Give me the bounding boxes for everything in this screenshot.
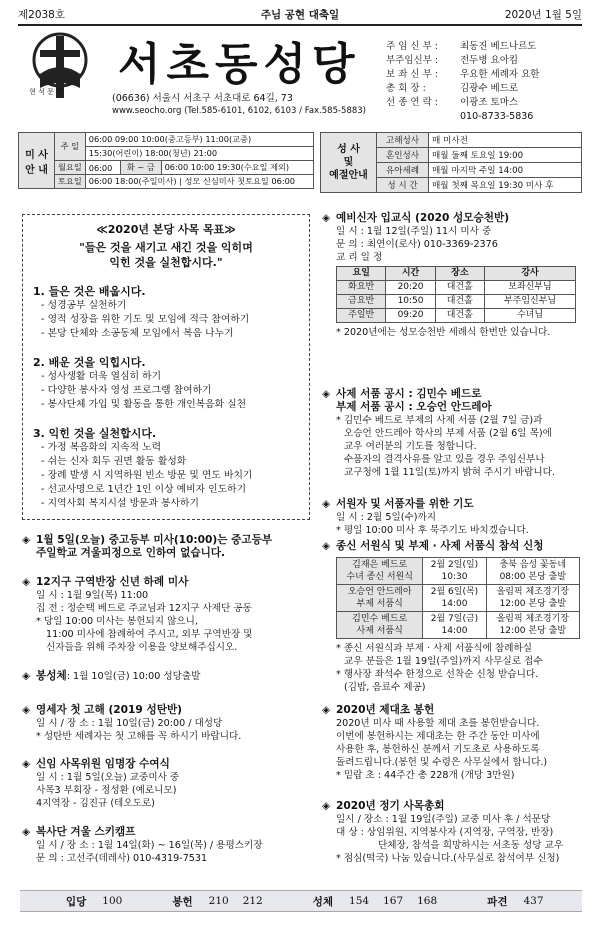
notice-line: 11:00 미사에 참례하여 주시고, 외부 구역반장 및 [46, 629, 253, 640]
table-cell: 20:20 [386, 281, 435, 295]
table-cell: 부주임신부님 [485, 295, 576, 309]
bullet-icon: ◈ [22, 670, 31, 682]
hymn-numbers-bar [20, 890, 582, 912]
staff-row [386, 96, 586, 110]
notice-title: 주일학교 겨울피정으로 인하여 없습니다. [36, 547, 226, 559]
staff-role: 보 좌 신 부 : [386, 69, 438, 80]
table-row [337, 295, 576, 309]
table-row [337, 558, 580, 585]
staff-list [386, 40, 586, 124]
notice-line: 오승언 안드레아 학사의 부제 서품 (2월 6일 목)에 [344, 428, 552, 439]
table-header: 장소 [435, 267, 484, 281]
bullet-icon: ◈ [22, 534, 31, 546]
sacrament-header: 성 사 및 예절안내 [321, 133, 377, 193]
notice-title: 2020년 정기 사목총회 [336, 800, 445, 812]
pastoral-goals-box [22, 214, 310, 520]
cell-line: 08:00 본당 출발 [499, 572, 567, 582]
table-cell: 화요반 [337, 281, 386, 295]
notice-line: 교구청에 1월 11일(토)까지 밝혀 주시기 바랍니다. [344, 467, 555, 478]
bullet-icon: ◈ [322, 388, 331, 400]
notice-title: 봉성체 [36, 670, 67, 682]
staff-role: 부주임신부 : [386, 55, 439, 66]
notice-title: 부제 서품 공시 : 오승언 안드레아 [336, 401, 492, 413]
notice-district-mass [22, 576, 312, 654]
staff-role: 선 종 연 락 : [386, 97, 438, 108]
table-cell: 09:20 [386, 309, 435, 323]
sacrament-table [320, 132, 582, 193]
notice-pastoral-assembly [322, 800, 584, 865]
notice-title: 예비신자 입교식 (2020 성모승천반) [336, 212, 510, 224]
goal-item: - 가정 복음화의 지속적 노력 [41, 442, 162, 453]
goal-item: - 본당 단체와 소공동체 모임에서 복음 나누기 [41, 328, 234, 339]
recessional-label: 파견 [487, 895, 508, 908]
ordination-table [336, 557, 580, 639]
notice-ski-camp [22, 826, 312, 865]
notice-title: 영세자 첫 고해 (2019 성탄반) [36, 704, 183, 716]
sacrament-time: 매월 둘째 토요일 19:00 [429, 148, 582, 163]
notice-line: * 밑랍 초 : 44주간 총 228개 (개당 3만원) [336, 770, 515, 781]
table-cell: 10:50 [386, 295, 435, 309]
goal-item: - 지역사회 복지시설 방문과 봉사하기 [41, 498, 199, 509]
notice-title: 신임 사목위원 임명장 수여식 [36, 758, 170, 770]
top-bar [18, 6, 582, 22]
cell-line: 10:30 [441, 572, 468, 582]
staff-row [386, 54, 586, 68]
staff-name: 이광조 토마스 [460, 97, 519, 108]
table-row [337, 585, 580, 612]
notice-line: 대 상 : 상임위원, 지역봉사자 (지역장, 구역장, 반장) [336, 827, 554, 838]
sunday-times-1: 06:00 09:00 10:00(중고등부) 11:00(교중) [85, 133, 313, 147]
monday-times: 06:00 [85, 161, 120, 175]
notice-title: 서원자 및 서품자를 위한 기도 [336, 498, 474, 510]
notice-appointment [22, 758, 312, 810]
catechism-table [336, 266, 576, 323]
notice-line: 수품자의 결격사유를 알고 있을 경우 주임신부나 [344, 454, 545, 465]
communion-hymn: 167 [383, 895, 404, 907]
table-header: 강사 [485, 267, 576, 281]
cell-line: 부제 서품식 [356, 599, 403, 609]
sacrament-kind: 고해성사 [377, 133, 429, 148]
notice-line: 일시 / 장소 : 1월 19일(주일) 교중 미사 후 / 석문당 [336, 814, 551, 825]
notice-line: * 행사장 좌석수 한정으로 선착순 신청 받습니다. [336, 669, 539, 680]
table-cell: 대건홀 [435, 295, 484, 309]
notice-line: 교우 분들은 1월 19일(주일)까지 사무실로 접수 [344, 656, 543, 667]
feast-name: 주님 공현 대축일 [260, 8, 340, 21]
offertory-label: 봉헌 [172, 895, 193, 908]
issue-number: 제2038호 [18, 8, 66, 21]
staff-name: 우요한 세례자 요한 [460, 69, 540, 80]
staff-row [386, 40, 586, 54]
notice-line: 집 전 : 정순택 베드로 주교님과 12지구 사제단 공동 [36, 603, 252, 614]
notice-line: * 성탄반 세례자는 첫 고해를 꼭 하시기 바랍니다. [36, 731, 242, 742]
table-cell [423, 558, 486, 585]
goal-item: - 선교사명으로 1년간 1인 이상 예비자 인도하기 [41, 484, 247, 495]
cell-line: 김재은 베드로 [352, 560, 408, 570]
table-cell [486, 558, 579, 585]
notice-title: 종신 서원식 및 부제 · 사제 서품식 참석 신청 [336, 540, 544, 552]
cell-line: 사제 서품식 [356, 626, 403, 636]
cell-line: 김민수 베드로 [352, 614, 408, 624]
notice-line: : 1월 10일(금) 10:00 성당출발 [66, 671, 201, 682]
notice-line: 4지역장 - 김진규 (테오도로) [36, 798, 155, 809]
table-cell: 수녀님 [485, 309, 576, 323]
goals-quote-2: 익힌 것을 실천합시다." [109, 256, 223, 269]
notice-title: 2020년 제대초 봉헌 [336, 704, 435, 716]
goal-item: - 영적 성장을 위한 기도 및 모임에 적극 참여하기 [41, 314, 250, 325]
goal-item: - 다양한 봉사자 영성 프로그램 참여하기 [41, 385, 212, 396]
goal-section-title: 2. 배운 것을 익힙시다. [33, 356, 146, 369]
bullet-icon: ◈ [22, 826, 31, 838]
notice-line: * 평일 10:00 미사 후 묵주기도 바치겠습니다. [336, 525, 529, 536]
cell-line: 올림픽 체조경기장 [496, 587, 569, 597]
notice-altar-candle [322, 704, 584, 782]
notice-catechumen [322, 212, 584, 339]
sunday-times-2: 15:30(어린이) 18:00(청년) 21:00 [85, 147, 313, 161]
notice-communion [22, 670, 312, 683]
notice-line: 문 의 : 최연이(로사) 010-3369-2376 [336, 239, 498, 250]
goal-section-title: 3. 익힌 것을 실천합시다. [33, 427, 157, 440]
goal-item: - 쉬는 신자 회두 권면 활동 활성화 [41, 456, 187, 467]
bullet-icon: ◈ [322, 800, 331, 812]
cell-line: 수녀 종신 서원식 [346, 572, 413, 582]
cell-line: 14:00 [441, 626, 468, 636]
cell-line: 오승언 안드레아 [347, 587, 412, 597]
sunday-label: 주 일 [55, 133, 86, 161]
notice-title: 복사단 겨울 스키캠프 [36, 826, 136, 838]
parish-logo-icon [20, 30, 102, 122]
address: (06636) 서울시 서초구 서초대로 64길, 73 [112, 93, 293, 104]
staff-row [386, 110, 586, 124]
notice-line: 신자들을 위해 주차장 이용을 양보해주십시오. [46, 642, 238, 653]
bullet-icon: ◈ [322, 212, 331, 224]
notice-line: 단체장, 참석을 희망하시는 서초동 성당 교우 [378, 840, 564, 851]
issue-date: 2020년 1월 5일 [504, 8, 582, 21]
notice-title: 12지구 구역반장 신년 하례 미사 [36, 576, 189, 588]
recessional-hymn: 437 [523, 895, 544, 907]
weekday-label: 월요일 [55, 161, 86, 175]
table-cell: 금요반 [337, 295, 386, 309]
sacrament-time: 매월 첫째 목요일 19:30 미사 후 [429, 178, 582, 193]
logo-caption: 현 석 문 가 [29, 88, 63, 96]
staff-row [386, 82, 586, 96]
cell-line: 12:00 본당 출발 [499, 599, 567, 609]
table-cell [423, 612, 486, 639]
goal-item: - 장례 발생 시 지역하원 빈소 방문 및 연도 바치기 [41, 470, 253, 481]
notice-line: 돌려드립니다.(봉헌 및 수령은 사무실에서 합니다.) [336, 757, 548, 768]
sacrament-kind: 유아세례 [377, 163, 429, 178]
notice-line: 사용한 후, 봉헌하신 분께서 기도초로 사용하도록 [336, 744, 540, 755]
goal-item: - 봉사단체 가입 및 활동을 통한 개인복음화 실천 [41, 399, 247, 410]
staff-role: 주 임 신 부 : [386, 41, 438, 52]
notice-youth-mass [22, 534, 312, 560]
notice-line: * 2020년에는 성모승천반 세례식 한번만 있습니다. [336, 327, 551, 338]
notice-line: 교우 여러분의 기도를 청합니다. [344, 441, 477, 452]
top-divider [18, 24, 582, 26]
notice-prayer [322, 498, 584, 537]
sacrament-kind: 혼인성사 [377, 148, 429, 163]
mass-header: 미 사 안 내 [19, 133, 55, 189]
bullet-icon: ◈ [22, 704, 31, 716]
notice-line: 교 리 일 정 [336, 252, 383, 263]
notice-line: * 당일 10:00 미사는 봉헌되지 않으니, [36, 616, 198, 627]
staff-role: 총 회 장 : [386, 83, 426, 94]
staff-row [386, 68, 586, 82]
notice-line: 이번에 봉헌하시는 제대초는 한 주간 동안 미사에 [336, 731, 540, 742]
entrance-label: 입당 [66, 895, 87, 908]
staff-role [386, 110, 460, 124]
bullet-icon: ◈ [322, 540, 331, 552]
notice-line: 일 시 : 1월 5일(오늘) 교중미사 중 [36, 772, 180, 783]
bullet-icon: ◈ [322, 704, 331, 716]
sacrament-time: 매월 마지막 주일 14:00 [429, 163, 582, 178]
notice-line: 2020년 미사 때 사용할 제대 초를 봉헌받습니다. [336, 718, 540, 729]
cell-line: 2월 2일(일) [430, 560, 479, 570]
notice-line: 일 시 : 1월 12일(주일) 11시 미사 중 [336, 226, 492, 237]
table-header: 요일 [337, 267, 386, 281]
parish-title: 서초동성당 [118, 39, 361, 90]
cell-line: 2월 7일(금) [430, 614, 479, 624]
goals-quote-1: "들은 것을 새기고 새긴 것을 익히며 [79, 241, 253, 254]
notice-ordination-attendance [322, 540, 584, 694]
bullet-icon: ◈ [22, 576, 31, 588]
goals-title: ≪2020년 본당 사목 목표≫ [96, 223, 236, 236]
bullet-icon: ◈ [322, 498, 331, 510]
notice-line: 사목3 부회장 - 정성환 (예로니모) [36, 785, 177, 796]
mass-schedule-table [18, 132, 314, 189]
saturday-times: 06:00 18:00(주일미사) | 성모 신심미사 첫토요일 06:00 [85, 175, 313, 189]
bullet-icon: ◈ [22, 758, 31, 770]
notice-line: * 점심(떡국) 나눔 있습니다.(사무실로 참석여부 신청) [336, 853, 560, 864]
notice-line: * 종신 서원식과 부제 · 사제 서품식에 참례하실 [336, 643, 533, 654]
goal-section-title: 1. 들은 것은 배웁시다. [33, 285, 146, 298]
communion-hymn: 154 [349, 895, 370, 907]
table-row [337, 309, 576, 323]
offertory-hymn: 210 [208, 895, 229, 907]
table-cell: 대건홀 [435, 281, 484, 295]
weekday-mid-label: 화 ~ 금 [121, 161, 161, 175]
cell-line: 12:00 본당 출발 [499, 626, 567, 636]
notice-line: 일 시 : 1월 9일(목) 11:00 [36, 590, 149, 601]
entrance-hymn: 100 [102, 895, 123, 907]
communion-hymn: 168 [417, 895, 438, 907]
staff-name: 김광수 베드로 [460, 83, 519, 94]
contact-info: www.seocho.org (Tel.585-6101, 6102, 6103 / Fax.585-5883) [112, 106, 366, 116]
table-cell [486, 612, 579, 639]
staff-name: 최동진 베드나르도 [460, 41, 537, 52]
notice-line: 일 시 / 장 소 : 1월 14일(화) ~ 16일(목) / 용평스키장 [36, 840, 263, 851]
table-cell [337, 612, 423, 639]
table-cell [337, 558, 423, 585]
notice-line: 문 의 : 고선주(데레사) 010-4319-7531 [36, 853, 208, 864]
goal-item: - 성경공부 실천하기 [41, 300, 127, 311]
cell-line: 2월 6일(목) [430, 587, 479, 597]
sacrament-time: 매 미사전 [429, 133, 582, 148]
notice-title: 사제 서품 공시 : 김민수 베드로 [336, 388, 482, 400]
staff-name: 010-8733-5836 [460, 111, 534, 122]
table-header: 시간 [386, 267, 435, 281]
cell-line: 올림픽 체조경기장 [496, 614, 569, 624]
saturday-label: 토요일 [55, 175, 86, 189]
notice-ordination [322, 388, 584, 479]
offertory-hymn: 212 [242, 895, 263, 907]
table-cell [423, 585, 486, 612]
notice-line: (김밥, 음료수 제공) [344, 682, 426, 693]
weekday-mid-times: 06:00 10:00 19:30(수요일 제외) [161, 161, 313, 175]
table-cell [486, 585, 579, 612]
notice-title: 1월 5일(오늘) 중고등부 미사(10:00)는 중고등부 [36, 534, 273, 546]
table-cell: 보좌신부님 [485, 281, 576, 295]
table-cell: 주일반 [337, 309, 386, 323]
notice-line: * 김민수 베드로 부제의 사제 서품 (2월 7일 금)과 [336, 415, 543, 426]
cell-line: 14:00 [441, 599, 468, 609]
notice-first-confession [22, 704, 312, 743]
address-block [112, 92, 372, 118]
table-row [337, 281, 576, 295]
table-cell [337, 585, 423, 612]
notice-line: 일 시 : 2월 5일(수)까지 [336, 512, 436, 523]
sacrament-kind: 성 시 간 [377, 178, 429, 193]
table-cell: 대건홀 [435, 309, 484, 323]
communion-label: 성체 [312, 895, 334, 908]
staff-name: 전두병 요아킴 [460, 55, 519, 66]
cell-line: 충북 음성 꽃동네 [499, 560, 567, 570]
notice-line: 일 시 / 장 소 : 1월 10일(금) 20:00 / 대성당 [36, 718, 223, 729]
table-row [337, 612, 580, 639]
goal-item: - 성사생활 더욱 열심히 하기 [41, 371, 162, 382]
